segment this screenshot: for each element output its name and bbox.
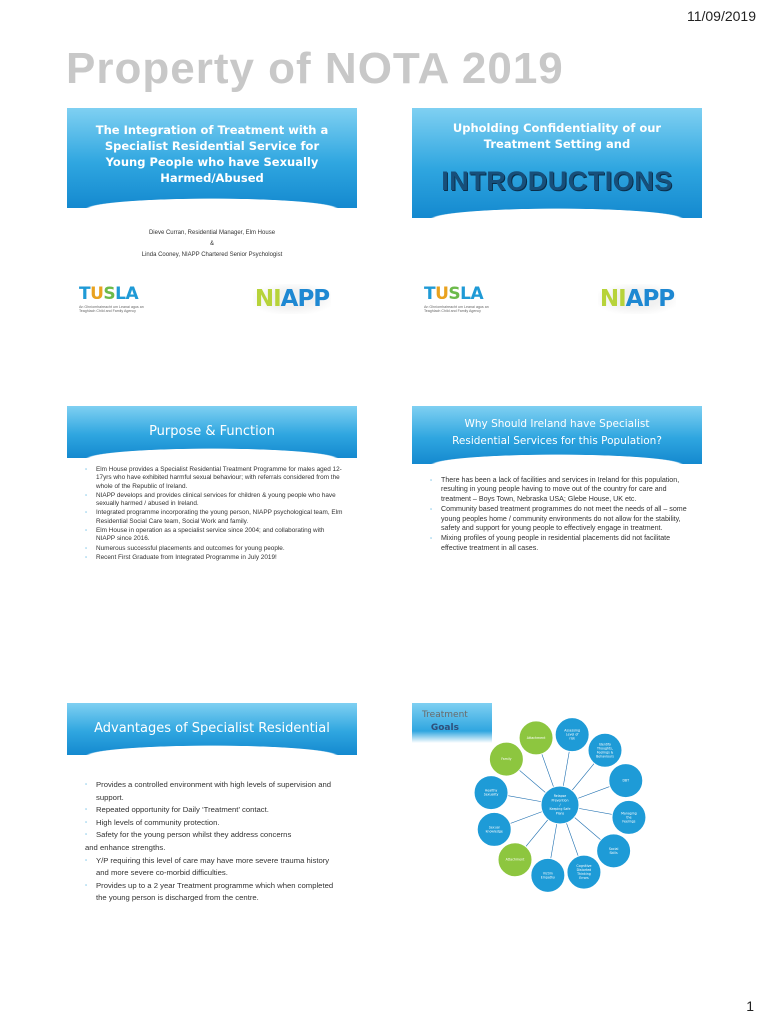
slide-title-text: Purpose & Function (149, 424, 275, 439)
center-node-label: / (559, 802, 561, 807)
goal-node-label: Attachment (526, 735, 546, 740)
list-item: ◦ Safety for the young person whilst they address concerns (85, 829, 343, 842)
goal-node-label: Thoughts, (597, 746, 613, 751)
slide-header (412, 108, 702, 218)
goal-node-label: Thinking (577, 872, 591, 877)
goal-node-label: Skills (609, 850, 618, 855)
slide-header (67, 406, 357, 458)
slide-introductions (412, 108, 702, 330)
list-item: ◦ Mixing profiles of young people in residential placements did not facilitate effective treatment in all cases. (430, 534, 688, 553)
list-item: ◦ High levels of community protection. (85, 817, 343, 830)
goal-node-label: Empathy (540, 875, 555, 880)
goal-node-label: the (626, 815, 632, 820)
goal-node-label: Victim (542, 871, 553, 876)
list-item: ◦ NIAPP develops and provides clinical services for children & young people who have sexually harmed / abused in Ireland. (85, 492, 343, 509)
goal-node-label: DBT (622, 778, 630, 783)
goal-node-label: Sexuality (483, 792, 499, 797)
author-ampersand: & (209, 241, 214, 247)
goal-node-label: Social (608, 846, 619, 851)
slide-header (67, 703, 357, 755)
treatment-goals-diagram (412, 703, 702, 925)
list-item: ◦ Y/P requiring this level of care may have more severe trauma history and more severe co-morbid difficulties. (85, 855, 343, 880)
watermark: Property of NOTA 2019 (66, 44, 564, 93)
center-node-label: Plans (555, 811, 565, 816)
bullet-list (85, 779, 343, 905)
goal-node-label: Identify (598, 742, 612, 747)
slide-header (67, 108, 357, 208)
slide-title-text: The Integration of Treatment with a Specialist Residential Service for Young People who have Sexually Harmed/Abused (95, 123, 329, 185)
slide-title-text: Upholding Confidentiality of our Treatment Setting and (452, 121, 662, 151)
center-node-label: Relapse (553, 794, 567, 798)
author-1: Dieve Curran, Residential Manager, Elm House (148, 230, 276, 236)
goal-node-label: knowledge (485, 829, 503, 834)
goal-node-label: Family (501, 757, 512, 762)
goal-node-label: Cognitive (576, 864, 592, 869)
list-item: ◦ Elm House provides a Specialist Residential Treatment Programme for males aged 12-17yrs who have exhibited harmful sexual behaviour; with referrals considered from the whole of the Republic of Ireland. (85, 466, 343, 491)
list-item: ◦ Community based treatment programmes do not meet the needs of all – some young peoples home / community environments do not allow for the stability, safety and support for young people to effectively engage in treatment. (430, 505, 688, 533)
goal-node-label: Healthy (484, 788, 498, 793)
bullet-list (430, 476, 688, 554)
page-number: 1 (746, 998, 754, 1014)
list-item: ◦ Elm House in operation as a specialist service since 2004; and collaborating with NIAPP since 2016. (85, 527, 343, 544)
list-item: ◦ Provides up to a 2 year Treatment programme which when completed the young person is discharged from the centre. (85, 880, 343, 905)
authors (67, 228, 357, 261)
list-item: ◦ Integrated programme incorporating the young person, NIAPP psychological team, Elm Residential Social Care team, Social Work and family. (85, 509, 343, 526)
introductions-heading: INTRODUCTIONS (441, 166, 673, 196)
author-2: Linda Cooney, NIAPP Chartered Senior Psychologist (141, 252, 283, 258)
list-item: ◦ There has been a lack of facilities and services in Ireland for this population, resulting in young people having to move out of the country for care and treatment – Boys Town, Nebraska USA; Glebe House, UK etc. (430, 476, 688, 504)
list-item: ◦ Recent First Graduate from Integrated Programme in July 2019! (85, 554, 343, 562)
center-node-label: Keeping Safe (549, 807, 571, 812)
goal-node-label: Assessing (564, 728, 581, 733)
goal-node-label: Feelings & (596, 750, 614, 755)
title-line-1: Treatment (422, 710, 468, 720)
title-line-1: Why Should Ireland have Specialist (464, 418, 650, 430)
list-item: ◦ Numerous successful placements and outcomes for young people. (85, 545, 343, 553)
goal-node-label: Distorted (576, 868, 592, 873)
slide-treatment-goals (412, 703, 702, 925)
title-line-2: Goals (430, 723, 459, 733)
slide-why-ireland (412, 406, 702, 628)
goal-node-label: Sexual (488, 825, 500, 830)
goal-node-label: Level of (565, 732, 579, 737)
tusla-logo: TUSLA An Ghníomhaireacht um Leanaí agus an Teaghlach Child and Family Agency (424, 284, 489, 314)
goal-node-label: Behaviours (596, 754, 614, 759)
list-item: ◦ Provides a controlled environment with high levels of supervision and support. (85, 779, 343, 804)
niapp-logo: NIAPP (254, 286, 330, 312)
slide-advantages (67, 703, 357, 925)
list-continuation: and enhance strengths. (85, 842, 166, 852)
tusla-logo: TUSLA An Ghníomhaireacht um Leanaí agus an Teaghlach Child and Family Agency (79, 284, 144, 314)
page-date: 11/09/2019 (686, 8, 756, 24)
slide-title-text (412, 406, 702, 450)
center-node-label: Prevention (551, 798, 569, 803)
goal-node-label: risk (569, 736, 576, 741)
slide-purpose-function (67, 406, 357, 628)
slide-header (412, 406, 702, 464)
slide-title (67, 108, 357, 330)
goal-node-label: Managing (621, 811, 637, 816)
goal-node-label: Attachment (505, 857, 525, 862)
slide-title-text: Advantages of Specialist Residential (94, 721, 330, 736)
niapp-logo: NIAPP (599, 286, 675, 312)
bullet-list (85, 466, 343, 563)
title-line-2: Residential Services for this Population? (452, 435, 662, 447)
goal-node-label: Errors (579, 876, 589, 881)
goal-node-label: Feelings (622, 819, 636, 824)
list-item: ◦ Repeated opportunity for Daily ‘Treatment’ contact. (85, 804, 343, 817)
